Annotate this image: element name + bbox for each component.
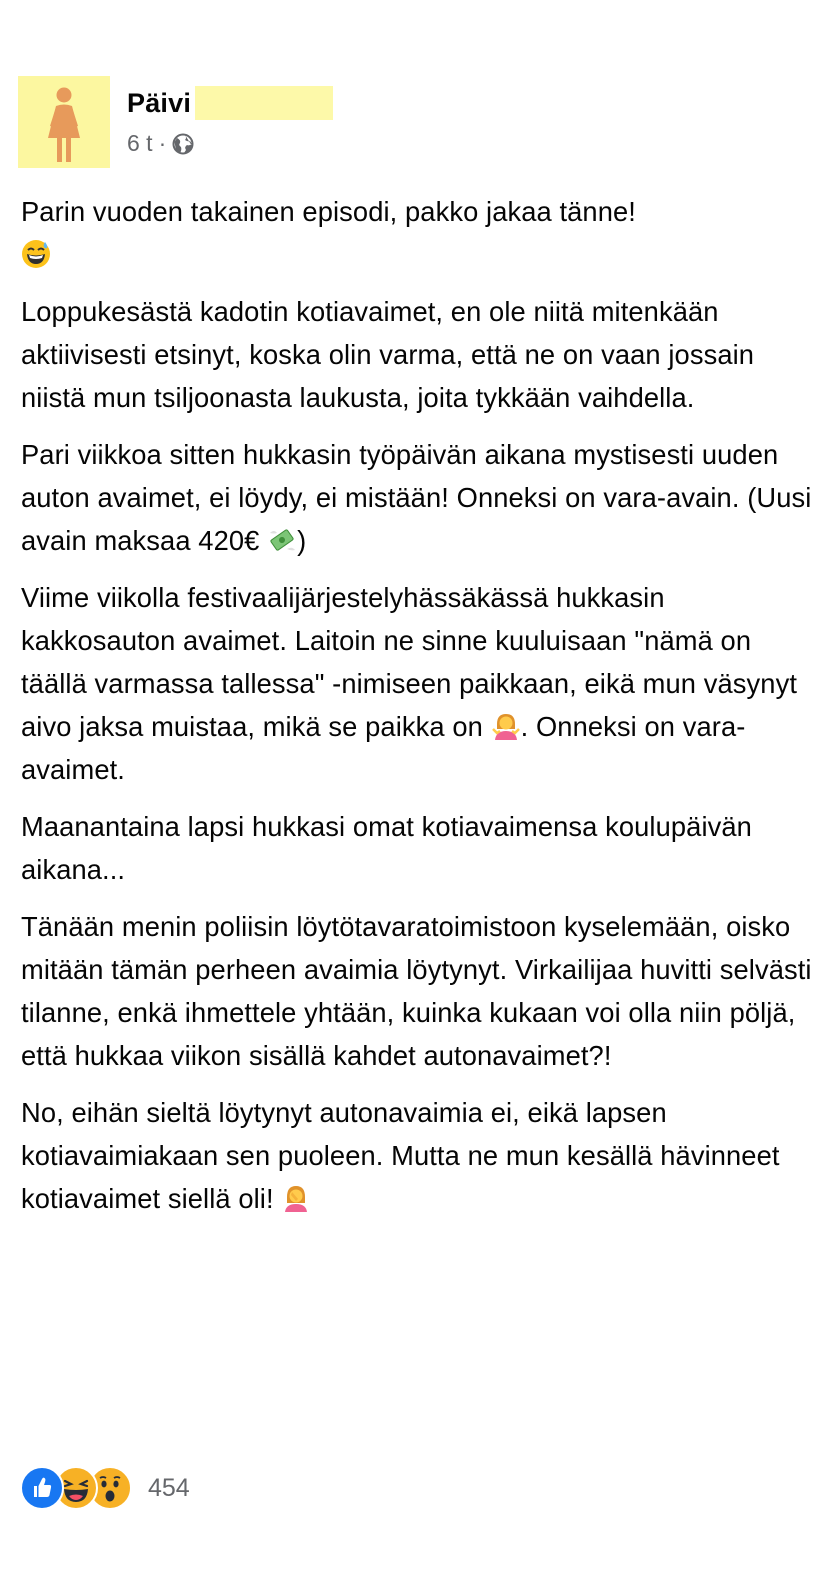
woman-silhouette-icon xyxy=(18,76,110,168)
paragraph-2 xyxy=(21,290,821,419)
post-body xyxy=(21,190,821,1234)
post-meta xyxy=(127,130,333,157)
like-reaction-icon[interactable] xyxy=(20,1466,64,1510)
paragraph-text: Loppukesästä kadotin kotiavaimet, en ole niitä mitenkään aktiivisesti etsinyt, koska olin varma, että ne on vaan jossain niistä mun tsiljoonasta laukusta, joita tykkään vaihdella. xyxy=(21,296,755,413)
name-row xyxy=(127,86,333,120)
post-timestamp[interactable]: 6 t xyxy=(127,130,153,156)
woman-facepalming-emoji xyxy=(281,1183,311,1213)
redacted-surname xyxy=(195,86,333,120)
grinning-sweat-emoji xyxy=(21,239,51,269)
paragraph-1 xyxy=(21,190,821,276)
author-name[interactable]: Päivi xyxy=(127,87,192,118)
meta-separator: · xyxy=(158,130,167,156)
author-block xyxy=(127,76,333,157)
paragraph-5 xyxy=(21,805,821,891)
paragraph-text: Tänään menin poliisin löytötavaratoimistoon kyselemään, oisko mitään tämän perheen avaimia löytynyt. Virkailijaa huvitti selvästi tilanne, enkä ihmettele yhtään, kuinka kukaan voi olla niin pöljä, että hukkaa viikon sisällä kahdet autonavaimet?! xyxy=(21,911,812,1071)
paragraph-text: No, eihän sieltä löytynyt autonavaimia ei, eikä lapsen kotiavaimiakaan sen puoleen. Mutta ne mun kesällä hävinneet kotiavaimet siellä oli! xyxy=(21,1097,780,1214)
paragraph-4 xyxy=(21,576,821,791)
paragraph-text: Pari viikkoa sitten hukkasin työpäivän aikana mystisesti uuden auton avaimet, ei löydy, ei mistään! Onneksi on vara-avain. (Uusi avain maksaa 420€ xyxy=(21,439,812,556)
post-header xyxy=(18,76,333,168)
paragraph-text: Maanantaina lapsi hukkasi omat kotiavaimensa koulupäivän aikana... xyxy=(21,811,752,885)
avatar[interactable] xyxy=(18,76,110,168)
paragraph-6 xyxy=(21,905,821,1077)
reaction-count[interactable]: 454 xyxy=(148,1473,190,1502)
paragraph-3 xyxy=(21,433,821,562)
woman-shrugging-emoji xyxy=(491,711,521,741)
paragraph-7 xyxy=(21,1091,821,1220)
paragraph-text: Viime viikolla festivaalijärjestelyhässäkässä hukkasin kakkosauton avaimet. Laitoin ne sinne kuuluisaan "nämä on täällä varmassa tallessa" -nimiseen paikkaan, eikä mun väsynyt aivo jaksa muistaa, mikä se paikka on xyxy=(21,582,798,742)
paragraph-text-after: ) xyxy=(297,525,307,556)
globe-icon[interactable] xyxy=(172,133,194,155)
reactions-bar[interactable] xyxy=(20,1465,190,1511)
paragraph-text-after: . Onneksi on vara-avaimet. xyxy=(21,711,746,785)
money-with-wings-emoji xyxy=(267,525,297,555)
paragraph-text: Parin vuoden takainen episodi, pakko jakaa tänne! xyxy=(21,196,636,227)
